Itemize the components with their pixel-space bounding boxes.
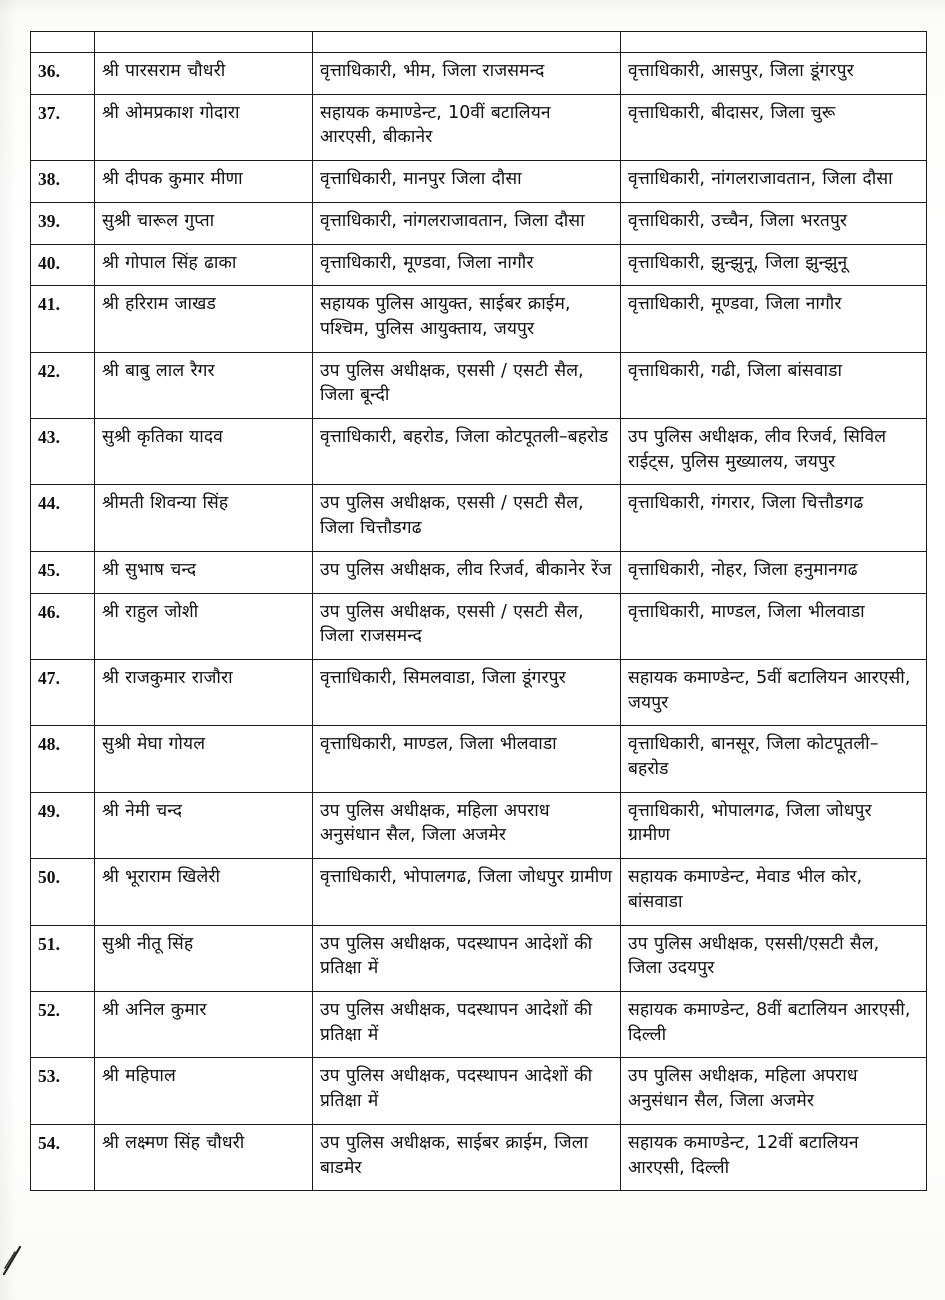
cell-new-posting: वृत्ताधिकारी, उच्चैन, जिला भरतपुर xyxy=(621,202,927,244)
cell-new-posting: वृत्ताधिकारी, गंगरार, जिला चित्तौडगढ xyxy=(621,485,927,551)
table-row xyxy=(31,859,927,925)
cell-present-posting: उप पुलिस अधीक्षक, एससी / एसटी सैल, जिला बून्दी xyxy=(313,352,621,418)
cell-serial-number: 44. xyxy=(31,485,95,551)
cell-officer-name: श्री सुभाष चन्द xyxy=(95,551,313,593)
cell-new-posting: उप पुलिस अधीक्षक, महिला अपराध अनुसंधान सैल, जिला अजमेर xyxy=(621,1058,927,1124)
cell-new-posting: वृत्ताधिकारी, नोहर, जिला हनुमानगढ xyxy=(621,551,927,593)
cell-present-posting: वृत्ताधिकारी, भोपालगढ, जिला जोधपुर ग्रामीण xyxy=(313,859,621,925)
transfer-list-table-body xyxy=(31,32,927,1191)
table-row xyxy=(31,659,927,725)
cell-present-posting: उप पुलिस अधीक्षक, साईबर क्राईम, जिला बाडमेर xyxy=(313,1124,621,1190)
cell-present-posting: उप पुलिस अधीक्षक, एससी / एसटी सैल, जिला राजसमन्द xyxy=(313,593,621,659)
cell-new-posting: वृत्ताधिकारी, आसपुर, जिला डूंगरपुर xyxy=(621,53,927,95)
cell-new-posting: वृत्ताधिकारी, बानसूर, जिला कोटपूतली–बहरोड xyxy=(621,726,927,792)
cell-new-posting: सहायक कमाण्डेन्ट, 12वीं बटालियन आरएसी, दिल्ली xyxy=(621,1124,927,1190)
cell-serial-number: 53. xyxy=(31,1058,95,1124)
cell-officer-name: श्री राजकुमार राजौरा xyxy=(95,659,313,725)
cell-officer-name: श्री नेमी चन्द xyxy=(95,792,313,858)
cell-new-posting: सहायक कमाण्डेन्ट, मेवाड भील कोर, बांसवाडा xyxy=(621,859,927,925)
cell-serial-number: 46. xyxy=(31,593,95,659)
cell-present-posting: वृत्ताधिकारी, नांगलराजावतान, जिला दौसा xyxy=(313,202,621,244)
cell-officer-name: श्री बाबु लाल रैगर xyxy=(95,352,313,418)
cell-blank-serial xyxy=(31,32,95,53)
cell-new-posting: वृत्ताधिकारी, गढी, जिला बांसवाडा xyxy=(621,352,927,418)
cell-new-posting: वृत्ताधिकारी, भोपालगढ, जिला जोधपुर ग्रामीण xyxy=(621,792,927,858)
cell-serial-number: 49. xyxy=(31,792,95,858)
cell-officer-name: श्री राहुल जोशी xyxy=(95,593,313,659)
cell-officer-name: श्रीमती शिवन्या सिंह xyxy=(95,485,313,551)
cell-new-posting: वृत्ताधिकारी, नांगलराजावतान, जिला दौसा xyxy=(621,161,927,203)
transfer-list-table xyxy=(30,31,927,1191)
table-row xyxy=(31,1124,927,1190)
cell-officer-name: श्री अनिल कुमार xyxy=(95,991,313,1057)
transfer-list-table-container xyxy=(30,31,926,1191)
cell-new-posting: उप पुलिस अधीक्षक, लीव रिजर्व, सिविल राईट्स, पुलिस मुख्यालय, जयपुर xyxy=(621,419,927,485)
cell-serial-number: 42. xyxy=(31,352,95,418)
cell-present-posting: वृत्ताधिकारी, भीम, जिला राजसमन्द xyxy=(313,53,621,95)
table-row xyxy=(31,352,927,418)
table-row xyxy=(31,593,927,659)
cell-new-posting: सहायक कमाण्डेन्ट, 8वीं बटालियन आरएसी, दिल्ली xyxy=(621,991,927,1057)
cell-new-posting: वृत्ताधिकारी, बीदासर, जिला चुरू xyxy=(621,94,927,160)
cell-blank-present-posting xyxy=(313,32,621,53)
cell-serial-number: 48. xyxy=(31,726,95,792)
cell-officer-name: श्री ओमप्रकाश गोदारा xyxy=(95,94,313,160)
cell-officer-name: श्री गोपाल सिंह ढाका xyxy=(95,244,313,286)
cell-serial-number: 52. xyxy=(31,991,95,1057)
table-row xyxy=(31,792,927,858)
table-row xyxy=(31,485,927,551)
cell-officer-name: श्री भूराराम खिलेरी xyxy=(95,859,313,925)
cell-serial-number: 37. xyxy=(31,94,95,160)
cell-officer-name: सुश्री नीतू सिंह xyxy=(95,925,313,991)
cell-officer-name: श्री महिपाल xyxy=(95,1058,313,1124)
cell-officer-name: श्री हरिराम जाखड xyxy=(95,286,313,352)
cell-blank-name xyxy=(95,32,313,53)
cell-new-posting: उप पुलिस अधीक्षक, एससी/एसटी सैल, जिला उदयपुर xyxy=(621,925,927,991)
cell-serial-number: 51. xyxy=(31,925,95,991)
cell-present-posting: उप पुलिस अधीक्षक, पदस्थापन आदेशों की प्रतिक्षा में xyxy=(313,925,621,991)
cell-officer-name: श्री दीपक कुमार मीणा xyxy=(95,161,313,203)
cell-present-posting: उप पुलिस अधीक्षक, महिला अपराध अनुसंधान सैल, जिला अजमेर xyxy=(313,792,621,858)
cell-present-posting: उप पुलिस अधीक्षक, लीव रिजर्व, बीकानेर रेंज xyxy=(313,551,621,593)
cell-present-posting: सहायक पुलिस आयुक्त, साईबर क्राईम, पश्चिम, पुलिस आयुक्ताय, जयपुर xyxy=(313,286,621,352)
cell-present-posting: उप पुलिस अधीक्षक, एससी / एसटी सैल, जिला चित्तौडगढ xyxy=(313,485,621,551)
table-row-partial-top xyxy=(31,32,927,53)
table-row xyxy=(31,419,927,485)
table-row xyxy=(31,244,927,286)
table-row xyxy=(31,1058,927,1124)
cell-blank-new-posting xyxy=(621,32,927,53)
cell-serial-number: 41. xyxy=(31,286,95,352)
cell-officer-name: सुश्री कृतिका यादव xyxy=(95,419,313,485)
cell-new-posting: वृत्ताधिकारी, झुन्झुनू, जिला झुन्झुनू xyxy=(621,244,927,286)
table-row xyxy=(31,202,927,244)
cell-serial-number: 50. xyxy=(31,859,95,925)
cell-present-posting: उप पुलिस अधीक्षक, पदस्थापन आदेशों की प्रतिक्षा में xyxy=(313,1058,621,1124)
cell-present-posting: वृत्ताधिकारी, सिमलवाडा, जिला डूंगरपुर xyxy=(313,659,621,725)
table-row xyxy=(31,991,927,1057)
cell-serial-number: 40. xyxy=(31,244,95,286)
cell-present-posting: वृत्ताधिकारी, माण्डल, जिला भीलवाडा xyxy=(313,726,621,792)
cell-serial-number: 38. xyxy=(31,161,95,203)
cell-serial-number: 39. xyxy=(31,202,95,244)
cell-present-posting: वृत्ताधिकारी, मूण्डवा, जिला नागौर xyxy=(313,244,621,286)
cell-officer-name: श्री पारसराम चौधरी xyxy=(95,53,313,95)
cell-present-posting: उप पुलिस अधीक्षक, पदस्थापन आदेशों की प्रतिक्षा में xyxy=(313,991,621,1057)
cell-present-posting: सहायक कमाण्डेन्ट, 10वीं बटालियन आरएसी, बीकानेर xyxy=(313,94,621,160)
cell-new-posting: वृत्ताधिकारी, माण्डल, जिला भीलवाडा xyxy=(621,593,927,659)
cell-new-posting: सहायक कमाण्डेन्ट, 5वीं बटालियन आरएसी, जयपुर xyxy=(621,659,927,725)
cell-serial-number: 45. xyxy=(31,551,95,593)
cell-serial-number: 36. xyxy=(31,53,95,95)
cell-serial-number: 43. xyxy=(31,419,95,485)
cell-serial-number: 47. xyxy=(31,659,95,725)
table-row xyxy=(31,53,927,95)
table-row xyxy=(31,94,927,160)
table-row xyxy=(31,551,927,593)
cell-present-posting: वृत्ताधिकारी, बहरोड, जिला कोटपूतली–बहरोड xyxy=(313,419,621,485)
cell-new-posting: वृत्ताधिकारी, मूण्डवा, जिला नागौर xyxy=(621,286,927,352)
table-row xyxy=(31,286,927,352)
cell-serial-number: 54. xyxy=(31,1124,95,1190)
cell-officer-name: श्री लक्ष्मण सिंह चौधरी xyxy=(95,1124,313,1190)
table-row xyxy=(31,726,927,792)
cell-officer-name: सुश्री चारूल गुप्ता xyxy=(95,202,313,244)
table-row xyxy=(31,161,927,203)
cell-present-posting: वृत्ताधिकारी, मानपुर जिला दौसा xyxy=(313,161,621,203)
cell-officer-name: सुश्री मेघा गोयल xyxy=(95,726,313,792)
table-row xyxy=(31,925,927,991)
